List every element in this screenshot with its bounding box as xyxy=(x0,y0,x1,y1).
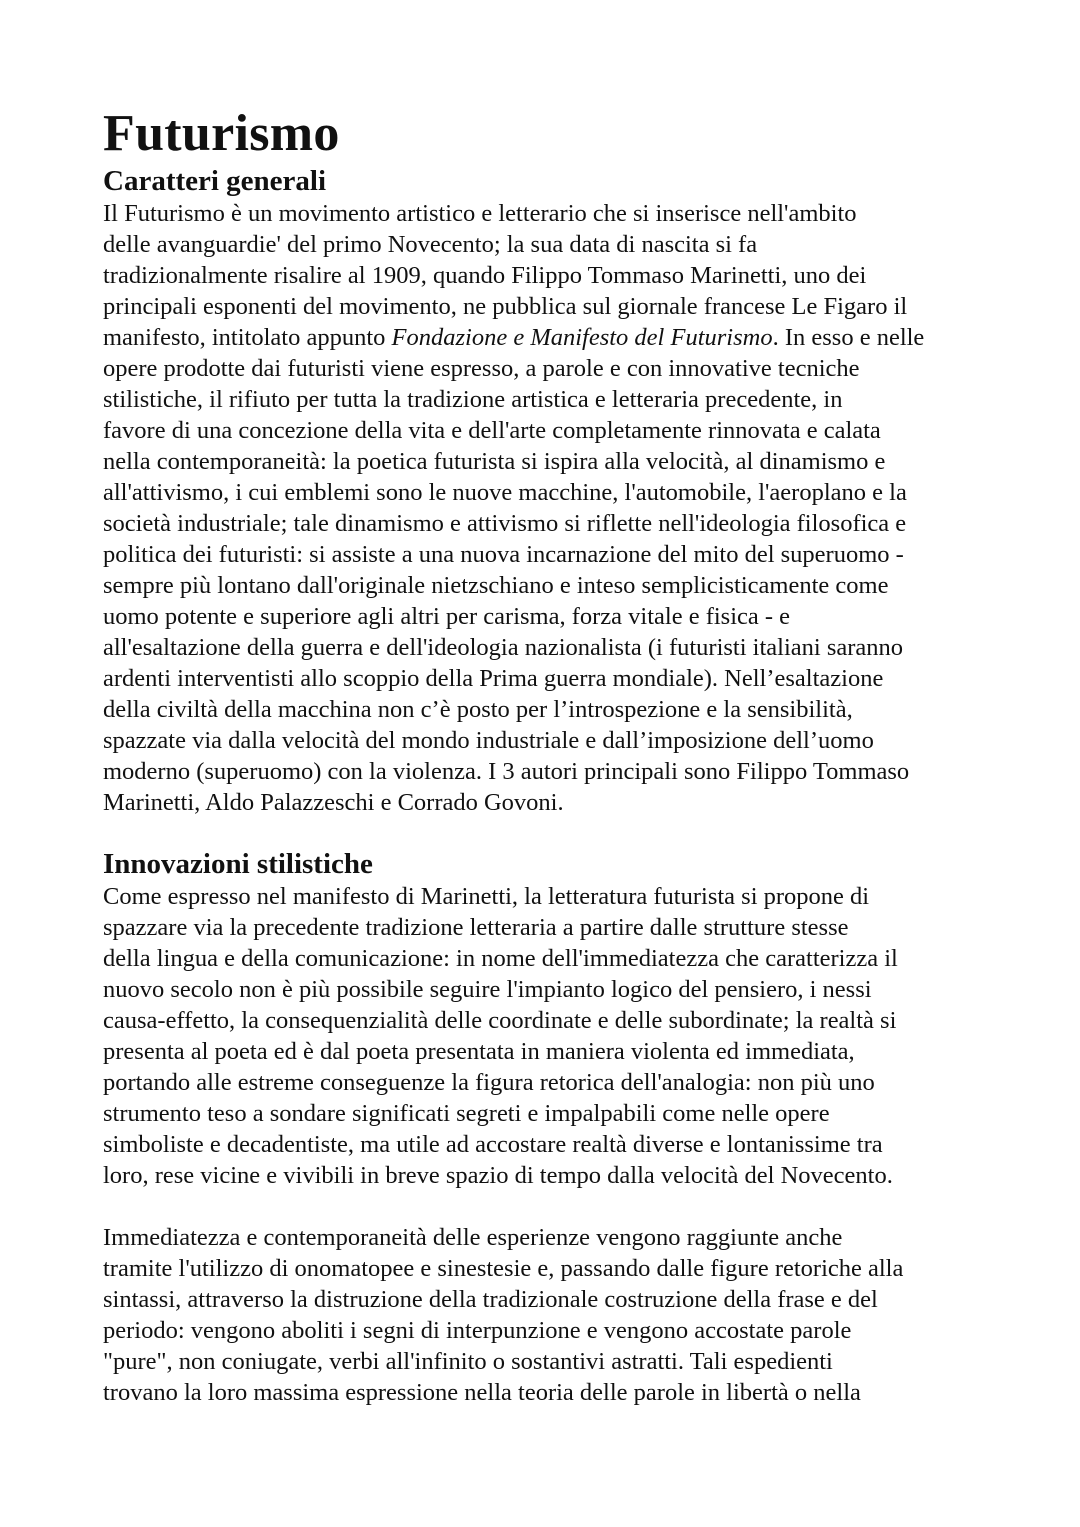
section xyxy=(103,847,1003,1408)
document-body xyxy=(103,164,1003,1408)
text-line: moderno (superuomo) con la violenza. I 3 autori principali sono Filippo Tommaso xyxy=(103,758,910,785)
text-line: società industriale; tale dinamismo e attivismo si riflette nell'ideologia filosofica e xyxy=(103,510,907,537)
text-line: tramite l'utilizzo di onomatopee e sinestesie e, passando dalle figure retoriche alla xyxy=(103,1255,904,1282)
text-line: presenta al poeta ed è dal poeta presentata in maniera violenta ed immediata, xyxy=(103,1038,855,1065)
paragraph xyxy=(103,198,1003,818)
text-line: Come espresso nel manifesto di Marinetti, la letteratura futurista si propone di xyxy=(103,883,870,910)
paragraph xyxy=(103,881,1003,1191)
text-line xyxy=(103,322,1003,353)
text-line: periodo: vengono aboliti i segni di interpunzione e vengono accostate parole xyxy=(103,1317,852,1344)
text-segment: manifesto, intitolato appunto xyxy=(103,324,392,351)
text-line: portando alle estreme conseguenze la figura retorica dell'analogia: non più uno xyxy=(103,1069,875,1096)
text-line: della civiltà della macchina non c’è posto per l’introspezione e la sensibilità, xyxy=(103,696,853,723)
text-line: Il Futurismo è un movimento artistico e letterario che si inserisce nell'ambito xyxy=(103,200,857,227)
text-line: opere prodotte dai futuristi viene espresso, a parole e con innovative tecniche xyxy=(103,355,860,382)
text-line: stilistiche, il rifiuto per tutta la tradizione artistica e letteraria precedente, in xyxy=(103,386,843,413)
text-line: spazzate via dalla velocità del mondo industriale e dall’imposizione dell’uomo xyxy=(103,727,874,754)
italic-work-title: Fondazione e Manifesto del Futurismo xyxy=(391,324,773,351)
text-line: all'esaltazione della guerra e dell'ideologia nazionalista (i futuristi italiani saranno xyxy=(103,634,904,661)
text-line: causa-effetto, la consequenzialità delle coordinate e delle subordinate; la realtà si xyxy=(103,1007,897,1034)
section-heading: Innovazioni stilistiche xyxy=(103,848,373,880)
text-line: nuovo secolo non è più possibile seguire l'impianto logico del pensiero, i nessi xyxy=(103,976,872,1003)
text-line: nella contemporaneità: la poetica futurista si ispira alla velocità, al dinamismo e xyxy=(103,448,886,475)
section-heading: Caratteri generali xyxy=(103,165,327,197)
section xyxy=(103,164,1003,818)
text-line: uomo potente e superiore agli altri per carisma, forza vitale e fisica - e xyxy=(103,603,791,630)
text-line: spazzare via la precedente tradizione letteraria a partire dalle strutture stesse xyxy=(103,914,849,941)
text-line: loro, rese vicine e vivibili in breve spazio di tempo dalla velocità del Novecento. xyxy=(103,1162,893,1189)
document-page xyxy=(103,104,1003,1408)
text-line: simboliste e decadentiste, ma utile ad accostare realtà diverse e lontanissime tra xyxy=(103,1131,883,1158)
paragraph xyxy=(103,1222,1003,1408)
text-line: "pure", non coniugate, verbi all'infinito o sostantivi astratti. Tali espedienti xyxy=(103,1348,833,1375)
document-title: Futurismo xyxy=(103,105,340,162)
text-line: strumento teso a sondare significati segreti e impalpabili come nelle opere xyxy=(103,1100,830,1127)
text-line: sintassi, attraverso la distruzione della tradizionale costruzione della frase e del xyxy=(103,1286,878,1313)
text-line: principali esponenti del movimento, ne pubblica sul giornale francese Le Figaro il xyxy=(103,293,908,320)
text-line: sempre più lontano dall'originale nietzschiano e inteso semplicisticamente come xyxy=(103,572,889,599)
text-line: ardenti interventisti allo scoppio della Prima guerra mondiale). Nell’esaltazione xyxy=(103,665,884,692)
text-line: delle avanguardie' del primo Novecento; la sua data di nascita si fa xyxy=(103,231,758,258)
text-line: tradizionalmente risalire al 1909, quando Filippo Tommaso Marinetti, uno dei xyxy=(103,262,867,289)
text-line: trovano la loro massima espressione nella teoria delle parole in libertà o nella xyxy=(103,1379,861,1406)
text-line: all'attivismo, i cui emblemi sono le nuove macchine, l'automobile, l'aeroplano e la xyxy=(103,479,907,506)
text-line: politica dei futuristi: si assiste a una nuova incarnazione del mito del superuomo - xyxy=(103,541,904,568)
text-line: Immediatezza e contemporaneità delle esperienze vengono raggiunte anche xyxy=(103,1224,843,1251)
text-line: della lingua e della comunicazione: in nome dell'immediatezza che caratterizza il xyxy=(103,945,898,972)
text-segment: . In esso e nelle xyxy=(772,324,925,351)
text-line: favore di una concezione della vita e dell'arte completamente rinnovata e calata xyxy=(103,417,881,444)
paragraph-gap xyxy=(103,1191,1003,1222)
text-line: Marinetti, Aldo Palazzeschi e Corrado Govoni. xyxy=(103,789,564,816)
